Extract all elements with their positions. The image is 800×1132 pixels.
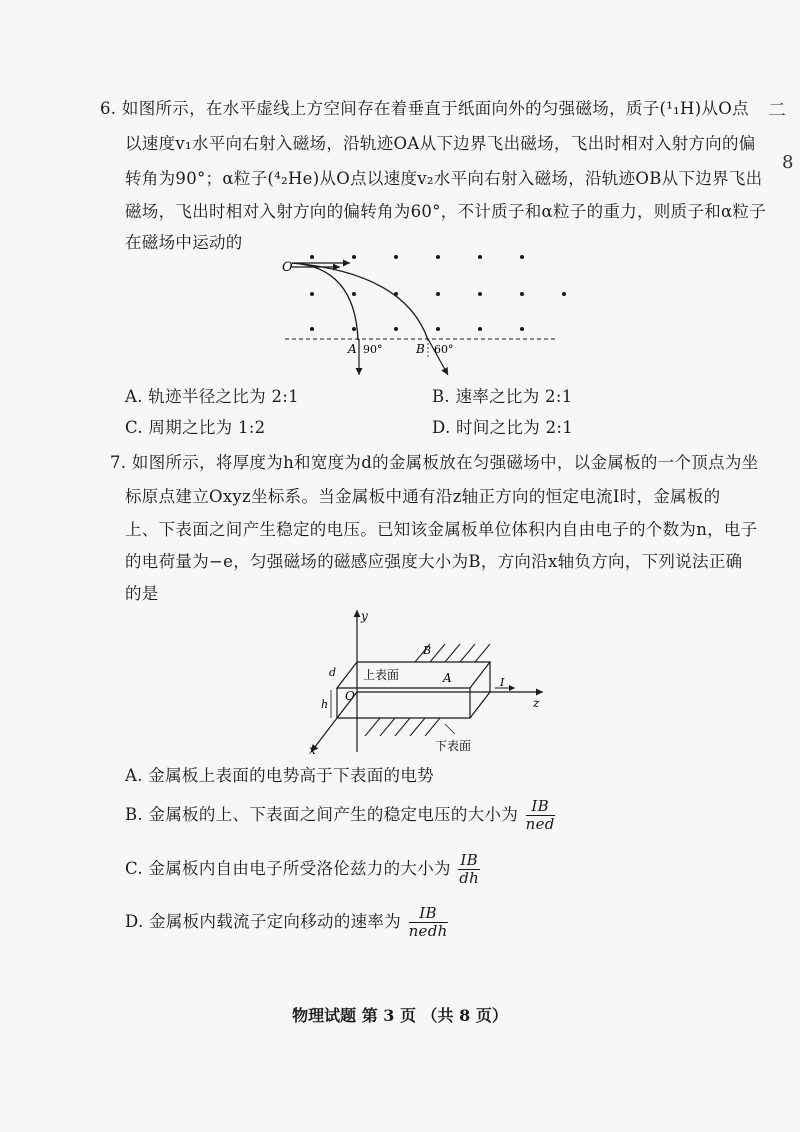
q7-option-c (125, 852, 480, 887)
field-label: B (423, 644, 432, 657)
point-a-label-7: A (443, 671, 452, 685)
q6-line-5: 在磁场中运动的 (125, 233, 243, 252)
q7-option-d (125, 905, 448, 940)
q6-option-b: B. 速率之比为 2:1 (432, 387, 573, 406)
z-axis-label: z (533, 696, 540, 710)
q7-option-d-text: D. 金属板内载流子定向移动的速率为 (125, 912, 402, 931)
origin-label: O (282, 260, 293, 275)
q7-d-den: nedh (408, 922, 448, 940)
q7-option-a-text: A. 金属板上表面的电势高于下表面的电势 (125, 766, 434, 785)
q6-line-4: 磁场，飞出时相对入射方向的偏转角为60°，不计质子和α粒子的重力，则质子和α粒子 (125, 202, 767, 221)
side-mark-2: 8 (782, 152, 794, 173)
magnetic-field-dots (310, 255, 566, 331)
q7-line-2: 标原点建立Oxyz坐标系。当金属板中通有沿z轴正方向的恒定电流I时，金属板的 (125, 487, 721, 506)
page-footer: 物理试题 第 3 页 （共 8 页） (292, 1006, 508, 1025)
q7-line-5: 的是 (125, 584, 159, 603)
q6-option-c: C. 周期之比为 1:2 (125, 418, 266, 437)
q7-option-b-text: B. 金属板的上、下表面之间产生的稳定电压的大小为 (125, 805, 519, 824)
q6-line-1: 6. 如图所示，在水平虚线上方空间存在着垂直于纸面向外的匀强磁场，质子(¹₁H)从O点 (100, 99, 749, 118)
top-surface-label: 上表面 (363, 668, 400, 682)
q7-b-den: ned (525, 815, 555, 833)
d-label: d (329, 666, 337, 679)
q7-option-b (125, 798, 555, 833)
q7-figure (295, 602, 555, 762)
side-mark-1: 二 (768, 100, 786, 121)
q7-line-4: 的电荷量为−e，匀强磁场的磁感应强度大小为B，方向沿x轴负方向，下列说法正确 (125, 552, 743, 571)
q7-b-num: IB (526, 798, 555, 816)
q7-c-num: IB (460, 851, 478, 869)
point-a-label: A (348, 342, 357, 356)
point-b-label: B (416, 342, 425, 356)
angle-b-label: 60° (434, 343, 454, 356)
q6-option-a: A. 轨迹半径之比为 2:1 (125, 387, 299, 406)
q7-option-a (125, 762, 434, 786)
q7-option-b-fraction (526, 798, 555, 833)
q7-line-3: 上、下表面之间产生稳定的电压。已知该金属板单位体积内自由电子的个数为n，电子 (125, 520, 758, 539)
q7-c-den: dh (459, 869, 480, 887)
q7-d-num: IB (409, 905, 448, 923)
h-label: h (321, 698, 329, 711)
q7-option-c-text: C. 金属板内自由电子所受洛伦兹力的大小为 (125, 859, 451, 878)
angle-a-label: 90° (363, 343, 383, 356)
origin-label-7: O (345, 689, 355, 703)
q6-figure (270, 245, 570, 385)
current-label: I (500, 676, 505, 689)
q7-line-1: 7. 如图所示，将厚度为h和宽度为d的金属板放在匀强磁场中，以金属板的一个顶点为坐 (110, 453, 759, 472)
q7-option-d-fraction (409, 905, 448, 940)
q6-option-d: D. 时间之比为 2:1 (432, 418, 574, 437)
q6-line-3: 转角为90°；α粒子(⁴₂He)从O点以速度v₂水平向右射入磁场，沿轨迹OB从下边界飞出 (125, 169, 763, 188)
q7-option-c-fraction (458, 852, 480, 887)
y-axis-label: y (361, 609, 368, 623)
x-axis-label: x (309, 743, 316, 757)
field-lines (365, 644, 490, 736)
bottom-surface-label: 下表面 (435, 739, 472, 753)
q6-line-2: 以速度v₁水平向右射入磁场，沿轨迹OA从下边界飞出磁场，飞出时相对入射方向的偏 (125, 134, 756, 153)
